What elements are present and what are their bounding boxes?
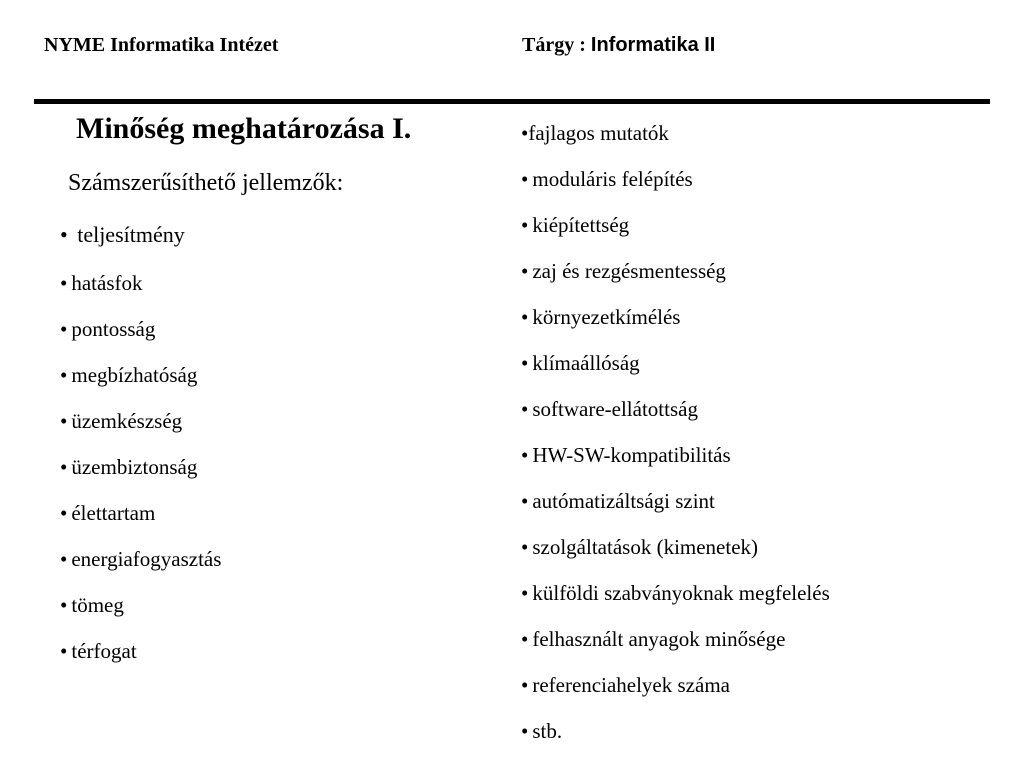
list-item (60, 546, 221, 572)
bullet-icon: • (521, 535, 529, 559)
bullet-icon: • (521, 305, 529, 329)
list-item-text: teljesítmény (77, 222, 185, 247)
list-item-text: fajlagos mutatók (528, 121, 669, 145)
list-item-text: megbízhatóság (71, 363, 198, 387)
list-item-text: energiafogyasztás (71, 547, 222, 571)
list-item (521, 442, 731, 468)
list-item-text: üzembiztonság (71, 455, 198, 479)
bullet-icon: • (521, 259, 529, 283)
bullet-icon: • (521, 673, 529, 697)
list-item (60, 362, 197, 388)
bullet-icon: • (521, 627, 529, 651)
bullet-icon: • (60, 409, 68, 433)
list-item-text: kiépítettség (532, 213, 630, 237)
list-item (521, 672, 730, 698)
list-item (521, 166, 693, 192)
list-item (521, 350, 640, 376)
list-item (60, 270, 143, 296)
bullet-icon: • (521, 351, 529, 375)
list-item-text: hatásfok (71, 271, 143, 295)
list-item (521, 534, 758, 560)
slide-title: Minőség meghatározása I. (76, 112, 412, 145)
bullet-icon: • (60, 547, 68, 571)
bullet-icon: • (60, 455, 68, 479)
list-item-text: térfogat (71, 639, 137, 663)
list-item (60, 316, 155, 342)
list-item (521, 120, 669, 146)
bullet-icon: • (60, 363, 68, 387)
list-item-text: külföldi szabványoknak megfelelés (532, 581, 830, 605)
bullet-icon: • (60, 639, 68, 663)
list-item-text: élettartam (71, 501, 156, 525)
bullet-icon: • (521, 581, 529, 605)
list-item (60, 638, 137, 664)
list-item (521, 626, 785, 652)
institute-name: NYME Informatika Intézet (44, 34, 279, 56)
list-item (521, 488, 715, 514)
subject-header (522, 34, 715, 57)
header-divider (34, 99, 990, 104)
bullet-icon: • (521, 167, 529, 191)
slide-subtitle: Számszerűsíthető jellemzők: (68, 170, 344, 196)
list-item-text: felhasznált anyagok minősége (532, 627, 786, 651)
list-item (521, 212, 629, 238)
list-item-text: pontosság (71, 317, 156, 341)
list-item (60, 408, 182, 434)
bullet-icon: • (521, 121, 529, 145)
list-item-text: klímaállóság (532, 351, 640, 375)
list-item-text: moduláris felépítés (532, 167, 693, 191)
bullet-icon: • (60, 501, 68, 525)
bullet-icon: • (521, 397, 529, 421)
list-item-text: referenciahelyek száma (532, 673, 730, 697)
list-item-text: környezetkímélés (532, 305, 681, 329)
bullet-icon: • (521, 443, 529, 467)
bullet-icon: • (60, 271, 68, 295)
list-item (521, 718, 562, 744)
list-item (521, 580, 830, 606)
list-item-text: zaj és rezgésmentesség (532, 259, 726, 283)
bullet-icon: • (60, 222, 68, 247)
list-item-text: autómatizáltsági szint (532, 489, 715, 513)
bullet-icon: • (521, 213, 529, 237)
list-item (60, 222, 185, 248)
list-item-text: software-ellátottság (532, 397, 698, 421)
list-item-text: tömeg (71, 593, 124, 617)
bullet-icon: • (60, 317, 68, 341)
bullet-icon: • (60, 593, 68, 617)
list-item-text: szolgáltatások (kimenetek) (532, 535, 759, 559)
list-item-text: HW-SW-kompatibilitás (532, 443, 731, 467)
list-item (60, 454, 197, 480)
bullet-icon: • (521, 719, 529, 743)
subject-label: Tárgy : (522, 34, 586, 56)
list-item (60, 500, 155, 526)
list-item (521, 258, 726, 284)
list-item (521, 396, 698, 422)
bullet-icon: • (521, 489, 529, 513)
list-item-text: üzemkészség (71, 409, 183, 433)
subject-name: Informatika II (590, 34, 716, 56)
list-item (521, 304, 680, 330)
list-item-text: stb. (532, 719, 563, 743)
list-item (60, 592, 124, 618)
